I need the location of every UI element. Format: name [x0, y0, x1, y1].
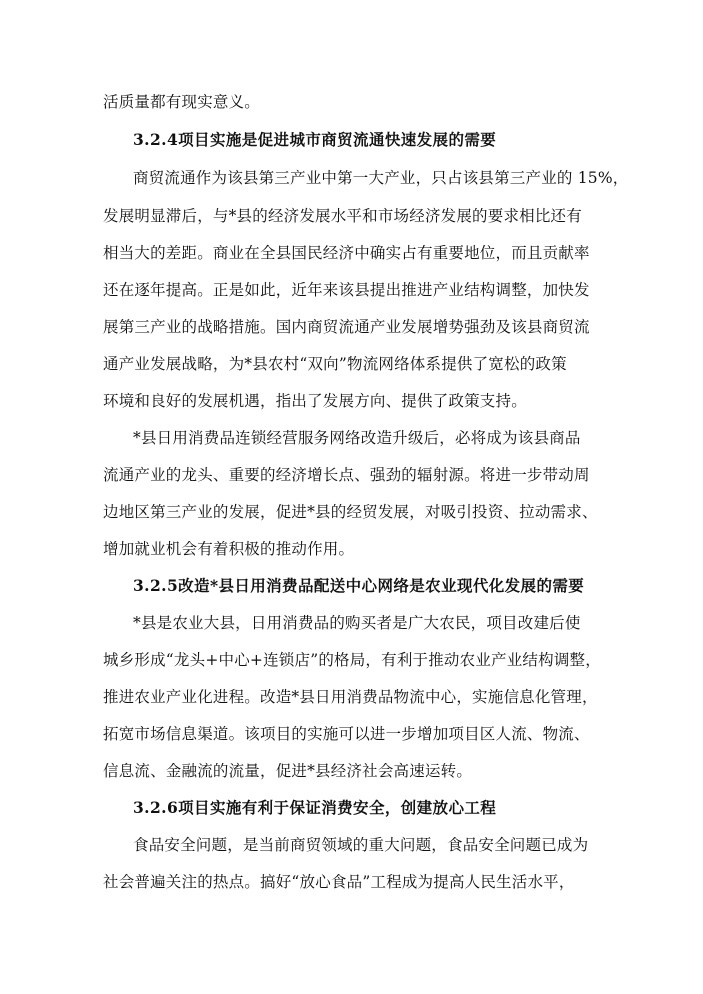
section-heading-3-2-4: 3.2.4项目实施是促进城市商贸流通快速发展的需要	[133, 130, 497, 149]
paragraph-line: 商贸流通作为该县第三产业中第一大产业，只占该县第三产业的 15%，	[133, 169, 629, 187]
paragraph-line: *县日用消费品连锁经营服务网络改造升级后，必将成为该县商品	[133, 429, 581, 447]
paragraph-line: 信息流、金融流的流量，促进*县经济社会高速运转。	[103, 762, 473, 780]
paragraph-line: 边地区第三产业的发展，促进*县的经贸发展，对吸引投资、拉动需求、	[103, 503, 598, 521]
paragraph-line: 发展明显滞后，与*县的经济发展水平和市场经济发展的要求相比还有	[103, 207, 582, 225]
paragraph-line: 推进农业产业化进程。改造*县日用消费品物流中心，实施信息化管理，	[103, 688, 598, 706]
section-heading-3-2-6: 3.2.6项目实施有利于保证消费安全，创建放心工程	[133, 798, 497, 817]
paragraph-line: *县是农业大县，日用消费品的购买者是广大农民，项目改建后使	[133, 614, 581, 632]
section-heading-3-2-5: 3.2.5改造*县日用消费品配送中心网络是农业现代化发展的需要	[133, 576, 585, 595]
paragraph-line: 增加就业机会有着积极的推动作用。	[103, 540, 355, 558]
paragraph-line: 相当大的差距。商业在全县国民经济中确实占有重要地位，而且贡献率	[103, 244, 590, 262]
paragraph-line: 食品安全问题，是当前商贸领域的重大问题，食品安全问题已成为	[133, 836, 589, 854]
paragraph-line: 拓宽市场信息渠道。该项目的实施可以进一步增加项目区人流、物流、	[103, 725, 590, 743]
paragraph-line: 展第三产业的战略措施。国内商贸流通产业发展增势强劲及该县商贸流	[103, 318, 590, 336]
paragraph-line: 还在逐年提高。正是如此，近年来该县提出推进产业结构调整，加快发	[103, 281, 590, 299]
paragraph-line: 环境和良好的发展机遇，指出了发展方向、提供了政策支持。	[103, 392, 527, 410]
paragraph-line: 城乡形成“龙头+中心+连锁店”的格局，有利于推动农业产业结构调整，	[103, 651, 601, 669]
paragraph-line: 社会普遍关注的热点。搞好“放心食品”工程成为提高人民生活水平，	[103, 873, 575, 891]
paragraph-line: 活质量都有现实意义。	[103, 93, 261, 111]
paragraph-line: 通产业发展战略，为*县农村“双向”物流网络体系提供了宽松的政策	[103, 355, 567, 373]
paragraph-line: 流通产业的龙头、重要的经济增长点、强劲的辐射源。将进一步带动周	[103, 466, 590, 484]
